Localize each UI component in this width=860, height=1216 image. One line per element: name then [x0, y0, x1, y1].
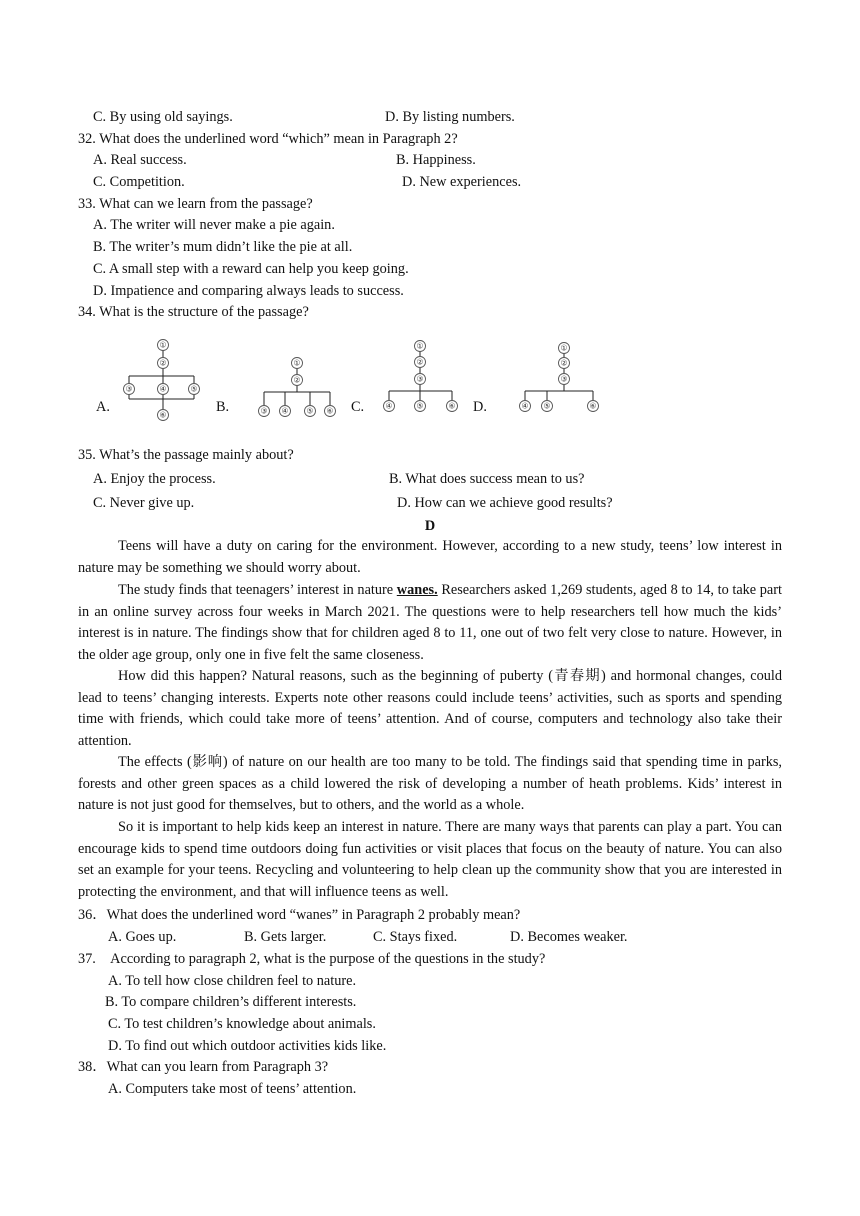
svg-text:③: ③ [260, 406, 268, 416]
underlined-word-wanes: wanes. [396, 582, 438, 598]
node-1 [559, 343, 570, 354]
svg-text:⑥: ⑥ [448, 401, 456, 411]
q38-stem: 38．What can you learn from Paragraph 3? [78, 1059, 329, 1075]
q34-option-b-label: B. [216, 399, 230, 415]
q34-option-a-label: A. [96, 399, 110, 415]
passage-paragraph-4: The effects (影响) of nature on our health are too many to be told. The findings said that spending time in parks, forests and other green spaces as a child lowered the risk of developing a number of heath problems. Kids’ interest in nature is not just good for themselves, but to others, and the world as a whole. [78, 754, 782, 814]
q36-option-d: D. Becomes weaker. [510, 929, 628, 945]
node-5 [542, 401, 553, 412]
q35-option-c: C. Never give up. [93, 495, 195, 511]
q32-option-d: D. New experiences. [402, 174, 522, 190]
svg-text:②: ② [416, 357, 424, 367]
node-2 [292, 375, 303, 386]
q33-option-d: D. Impatience and comparing always leads to success. [93, 283, 404, 299]
q32-stem: 32. What does the underlined word “which” mean in Paragraph 2? [78, 131, 458, 147]
node-6 [158, 410, 169, 421]
q33-option-c: C. A small step with a reward can help you keep going. [93, 261, 409, 277]
q37-option-b: B. To compare children’s different interests. [105, 994, 357, 1010]
structure-diagram-d [514, 341, 604, 417]
passage-paragraph-5: So it is important to help kids keep an interest in nature. There are many ways that parents can play a part. You can encourage kids to spend time outdoors doing fun activities or visit places that focus on the beauty of nature. You can also set an example for your teens. Recycling and volunteering to help clean up the community show that you are interested in protecting the environment, and that will influence teens as well. [78, 819, 782, 901]
svg-text:⑤: ⑤ [306, 406, 314, 416]
q37-option-c: C. To test children’s knowledge about animals. [108, 1016, 376, 1032]
q36-stem: 36．What does the underlined word “wanes” in Paragraph 2 probably mean? [78, 907, 521, 923]
node-2 [415, 357, 426, 368]
svg-text:②: ② [560, 358, 568, 368]
q31-option-d: D. By listing numbers. [385, 109, 515, 125]
node-1 [415, 341, 426, 352]
node-1 [292, 358, 303, 369]
node-5 [305, 406, 316, 417]
q35-stem: 35. What’s the passage mainly about? [78, 447, 294, 463]
q35-option-d: D. How can we achieve good results? [397, 495, 613, 511]
svg-text:⑥: ⑥ [589, 401, 597, 411]
q34-stem: 34. What is the structure of the passage? [78, 304, 309, 320]
passage-paragraph-2 [78, 580, 782, 667]
q37-stem: 37. According to paragraph 2, what is the purpose of the questions in the study? [78, 951, 546, 967]
node-4 [280, 406, 291, 417]
svg-text:①: ① [159, 340, 167, 350]
q33-stem: 33. What can we learn from the passage? [78, 196, 313, 212]
svg-text:④: ④ [385, 401, 393, 411]
node-3 [415, 374, 426, 385]
node-2 [559, 358, 570, 369]
node-6 [447, 401, 458, 412]
structure-diagram-b [253, 356, 343, 424]
q37-option-d: D. To find out which outdoor activities kids like. [108, 1038, 387, 1054]
q32-option-a: A. Real success. [93, 152, 187, 168]
svg-text:⑥: ⑥ [326, 406, 334, 416]
node-3 [124, 384, 135, 395]
svg-text:③: ③ [416, 374, 424, 384]
q31-option-c: C. By using old sayings. [93, 109, 233, 125]
node-3 [259, 406, 270, 417]
q36-option-c: C. Stays fixed. [373, 929, 458, 945]
structure-diagram-c [378, 339, 464, 417]
svg-text:⑤: ⑤ [416, 401, 424, 411]
node-4 [384, 401, 395, 412]
svg-text:①: ① [416, 341, 424, 351]
node-6 [325, 406, 336, 417]
svg-text:⑤: ⑤ [190, 384, 198, 394]
svg-text:②: ② [293, 375, 301, 385]
node-3 [559, 374, 570, 385]
paragraph-2-lead: The study finds that teenagers’ interest in nature [118, 582, 397, 598]
svg-text:①: ① [560, 343, 568, 353]
q36-option-a: A. Goes up. [108, 929, 177, 945]
svg-text:⑤: ⑤ [543, 401, 551, 411]
q37-option-a: A. To tell how close children feel to nature. [108, 973, 357, 989]
structure-diagram-a [118, 338, 208, 424]
section-heading: D [424, 518, 436, 534]
node-5 [415, 401, 426, 412]
node-1 [158, 340, 169, 351]
svg-text:②: ② [159, 358, 167, 368]
svg-text:⑥: ⑥ [159, 410, 167, 420]
q32-option-c: C. Competition. [93, 174, 185, 190]
svg-text:①: ① [293, 358, 301, 368]
svg-text:③: ③ [560, 374, 568, 384]
node-6 [588, 401, 599, 412]
q34-option-d-label: D. [473, 399, 487, 415]
node-2 [158, 358, 169, 369]
q32-option-b: B. Happiness. [396, 152, 476, 168]
node-5 [189, 384, 200, 395]
q34-option-c-label: C. [351, 399, 365, 415]
paragraph-2-rest: Researchers asked 1,269 students, aged 8 to 14, to take part in an online survey across four weeks in March 2021. The questions were to help researchers tell how much the kids’ interest is in nature. The findings show that for children aged 8 to 11, one out of two felt very close to nature. However, in the older age group, only one in five felt the same closeness. [78, 582, 782, 664]
passage-paragraph-1: Teens will have a duty on caring for the environment. However, according to a new study, teens’ low interest in nature may be something we should worry about. [78, 538, 782, 576]
q35-option-b: B. What does success mean to us? [389, 471, 585, 487]
passage-paragraph-3: How did this happen? Natural reasons, such as the beginning of puberty (青春期) and hormonal changes, could lead to teens’ changing interests. Experts note other reasons could include teens’ activities, such as sports and spending time with friends, which could take more of teens’ attention. And of course, computers and technology also take their attention. [78, 668, 782, 750]
svg-text:③: ③ [125, 384, 133, 394]
q38-option-a: A. Computers take most of teens’ attention. [108, 1081, 357, 1097]
node-4 [158, 384, 169, 395]
q33-option-b: B. The writer’s mum didn’t like the pie at all. [93, 239, 353, 255]
svg-text:④: ④ [521, 401, 529, 411]
svg-text:④: ④ [281, 406, 289, 416]
q35-option-a: A. Enjoy the process. [93, 471, 216, 487]
svg-text:④: ④ [159, 384, 167, 394]
q36-option-b: B. Gets larger. [244, 929, 327, 945]
node-4 [520, 401, 531, 412]
q33-option-a: A. The writer will never make a pie again. [93, 217, 335, 233]
